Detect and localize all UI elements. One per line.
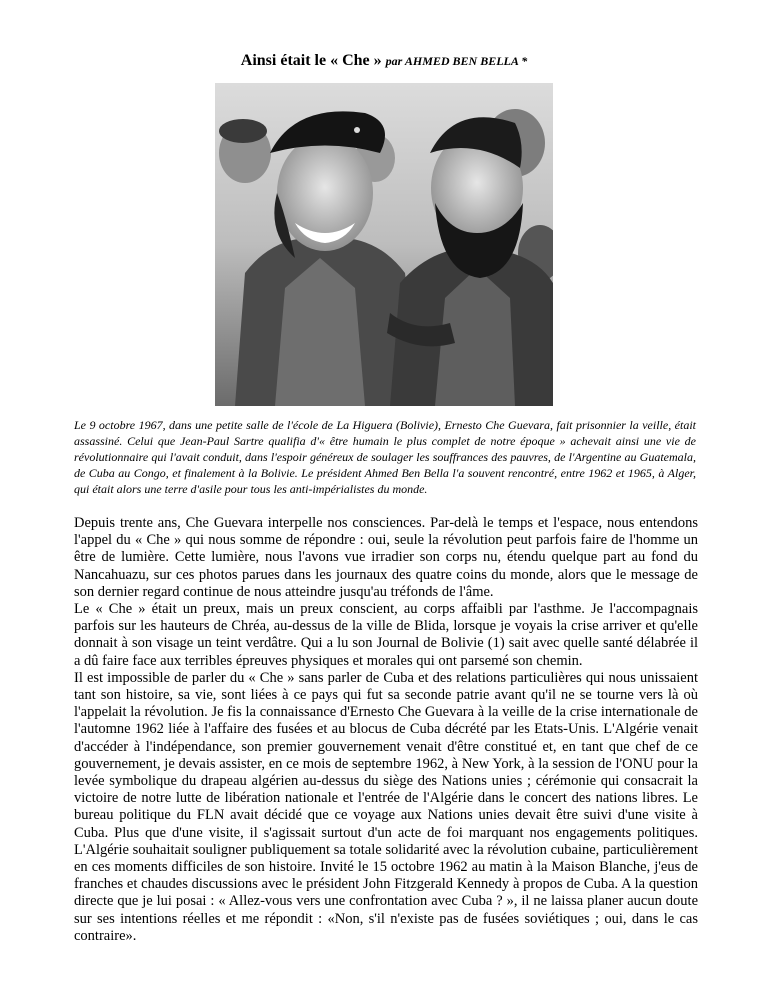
body-paragraph: Le « Che » était un preux, mais un preux conscient, au corps affaibli par l'asthme. Je l'accompagnais parfois sur les hauteurs de Chréa, au-dessus de la ville de Blida, lorsque je voyais la crise arriver et qu'elle donnait à son visage un teint verdâtre. Qui a lu son Journal de Bolivie (1) sait avec quelle santé délabrée il a dû faire face aux terribles épreuves physiques et morales qui ont parsemé son chemin. [74,601,698,669]
title-main: Ainsi était le « Che » [240,52,382,69]
article-photo [215,83,553,406]
photo-caption: Le 9 octobre 1967, dans une petite salle de l'école de La Higuera (Bolivie), Ernesto Che Guevara, fait prisonnier la veille, était assassiné. Celui que Jean-Paul Sartre qualifia d'« être humain le plus complet de notre époque » achevait ainsi une vie de révolutionnaire qui l'avait conduit, dans l'espoir généreux de soulager les souffrances des pauvres, de l'Argentine au Guatemala, de Cuba au Congo, et finalement à la Bolivie. Le président Ahmed Ben Bella l'a souvent rencontré, entre 1962 et 1965, à Alger, qui était alors une terre d'asile pour tous les anti-impérialistes du monde. [74,418,696,496]
article-title [0,52,768,70]
black-and-white-portrait-photo [215,83,553,406]
body-paragraph: Depuis trente ans, Che Guevara interpelle nos consciences. Par-delà le temps et l'espace, nous entendons l'appel du « Che » qui nous somme de répondre : oui, seule la révolution peut parfois faire de l'homme un être de lumière. Cette lumière, nous l'avons vue irradier son corps nu, étendu quelque part au fond du Nancahuazu, sur ces photos parues dans les journaux des quatre coins du monde, alors que le message de son dernier regard continue de nous atteindre jusqu'au tréfonds de l'âme. [74,515,698,600]
title-byline: par AHMED BEN BELLA * [385,54,528,68]
article-body [74,515,698,945]
body-paragraph: Il est impossible de parler du « Che » sans parler de Cuba et des relations particulières qui nous unissaient tant son histoire, sa vie, sont liées à ce pays qui fut sa seconde patrie avant qu'il ne se tourne vers là où l'appelait la révolution. Je fis la connaissance d'Ernesto Che Guevara à la veille de la crise internationale de l'automne 1962 liée à l'affaire des fusées et au blocus de Cuba décrété par les Etats-Unis. L'Algérie venait d'accéder à l'indépendance, son premier gouvernement venait d'être constitué et, en tant que chef de ce gouvernement, je devais assister, en ce mois de septembre 1962, à New York, à la session de l'ONU pour la levée symbolique du drapeau algérien au-dessus du siège des Nations unies ; cérémonie qui consacrait la victoire de notre lutte de libération nationale et l'entrée de l'Algérie dans le concert des nations libres. Le bureau politique du FLN avait décidé que ce voyage aux Nations unies devait être suivi d'une visite à Cuba. Plus que d'une visite, il s'agissait surtout d'un acte de foi marquant nos engagements politiques. L'Algérie souhaitait souligner publiquement sa totale solidarité avec la révolution cubaine, particulièrement en ces moments difficiles de son histoire. Invité le 15 octobre 1962 au matin à la Maison Blanche, j'eus de franches et chaudes discussions avec le président John Fitzgerald Kennedy à propos de Cuba. A la question directe que je lui posai : « Allez-vous vers une confrontation avec Cuba ? », il ne laissa planer aucun doute sur ses intentions réelles et me répondit : «Non, s'il n'existe pas de fusées soviétiques ; oui, dans le cas contraire». [74,669,698,944]
